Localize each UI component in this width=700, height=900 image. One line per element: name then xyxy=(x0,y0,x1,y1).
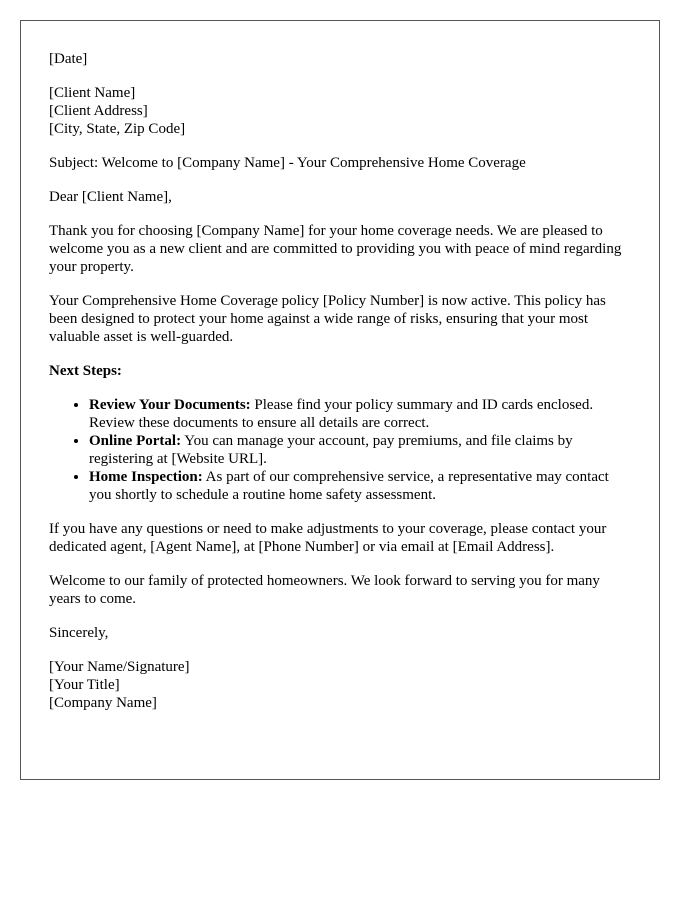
signature-company: [Company Name] xyxy=(49,695,157,711)
next-steps-heading-line xyxy=(49,362,631,380)
signature-title: [Your Title] xyxy=(49,677,120,693)
recipient-name: [Client Name] xyxy=(49,85,136,101)
list-item-online-portal xyxy=(89,432,631,468)
letter-paragraph-policy: Your Comprehensive Home Coverage policy [Policy Number] is now active. This policy has been designed to protect your home against a wide range of risks, ensuring that your most valuable asset is well-guarded. xyxy=(49,293,606,345)
next-steps-heading: Next Steps: xyxy=(49,363,122,379)
letter-salutation: Dear [Client Name], xyxy=(49,189,172,205)
list-item-home-inspection xyxy=(89,468,631,504)
list-item-text: You can manage your account, pay premiums, and file claims by registering at [Website URL]. xyxy=(89,433,573,467)
letter-paragraph-welcome: Thank you for choosing [Company Name] for your home coverage needs. We are pleased to welcome you as a new client and are committed to providing you with peace of mind regarding your property. xyxy=(49,223,622,275)
recipient-city-state-zip: [City, State, Zip Code] xyxy=(49,121,186,137)
letter-page xyxy=(20,20,660,780)
letter-paragraph-closing-remarks: Welcome to our family of protected homeowners. We look forward to serving you for many years to come. xyxy=(49,573,600,607)
recipient-address-block xyxy=(49,84,631,138)
letter-closing: Sincerely, xyxy=(49,625,109,641)
list-item-text: Please find your policy summary and ID cards enclosed. Review these documents to ensure all details are correct. xyxy=(89,397,594,431)
letter-paragraph-contact: If you have any questions or need to make adjustments to your coverage, please contact your dedicated agent, [Agent Name], at [Phone Number] or via email at [Email Address]. xyxy=(49,521,607,555)
list-item-title: Home Inspection: xyxy=(89,469,203,485)
list-item-text: As part of our comprehensive service, a representative may contact you shortly to schedule a routine home safety assessment. xyxy=(89,469,609,503)
next-steps-list xyxy=(49,396,631,504)
signature-name: [Your Name/Signature] xyxy=(49,659,190,675)
list-item-title: Online Portal: xyxy=(89,433,182,449)
list-item-title: Review Your Documents: xyxy=(89,397,251,413)
recipient-address: [Client Address] xyxy=(49,103,148,119)
letter-subject: Subject: Welcome to [Company Name] - Your Comprehensive Home Coverage xyxy=(49,155,526,171)
signature-block xyxy=(49,658,631,712)
letter-date: [Date] xyxy=(49,51,88,67)
list-item-review-documents xyxy=(89,396,631,432)
